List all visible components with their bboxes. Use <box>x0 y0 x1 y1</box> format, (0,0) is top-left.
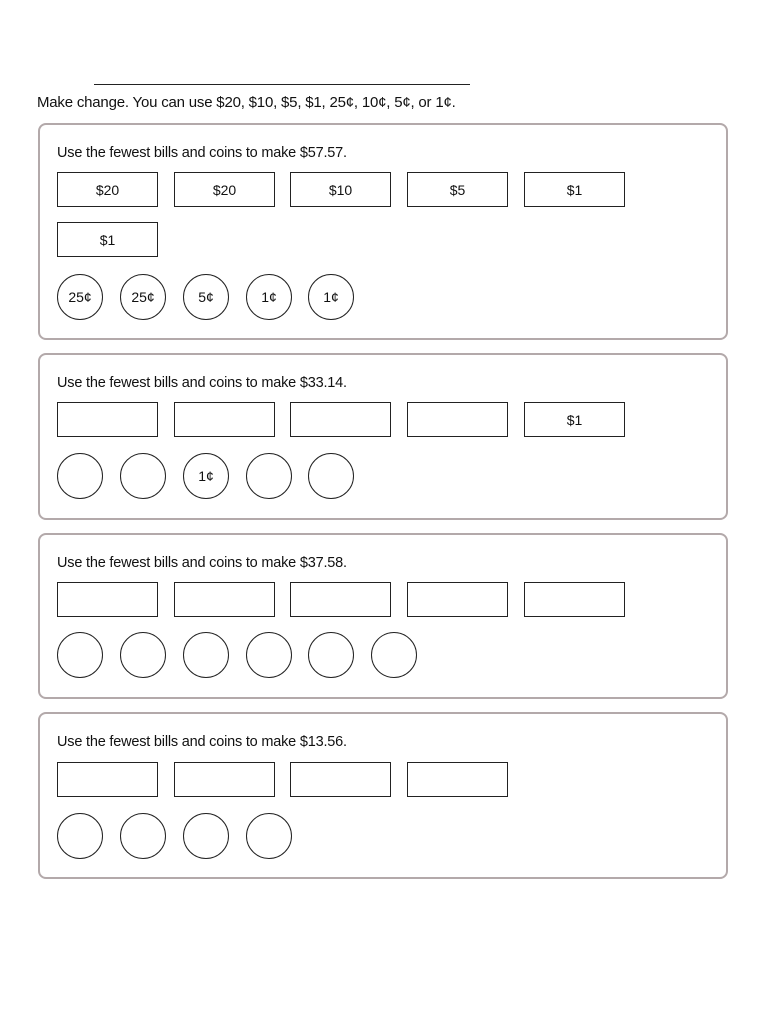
coin-circle[interactable] <box>120 453 166 499</box>
problem-prompt: Use the fewest bills and coins to make $57.57. <box>57 145 347 161</box>
bill-box[interactable] <box>57 762 158 797</box>
bill-box: $1 <box>524 402 625 437</box>
coin-circle: 1¢ <box>246 274 292 320</box>
bill-box[interactable] <box>290 402 391 437</box>
bill-box[interactable] <box>174 402 275 437</box>
bill-box[interactable] <box>57 582 158 617</box>
instructions: Make change. You can use $20, $10, $5, $1, 25¢, 10¢, 5¢, or 1¢. <box>37 94 456 111</box>
bill-box[interactable] <box>174 582 275 617</box>
coin-circle[interactable] <box>246 453 292 499</box>
problem-panel-1 <box>38 123 728 340</box>
problem-panel-3 <box>38 533 728 699</box>
bill-box: $10 <box>290 172 391 207</box>
problem-prompt: Use the fewest bills and coins to make $13.56. <box>57 734 347 750</box>
bill-box[interactable] <box>407 402 508 437</box>
bill-box: $1 <box>524 172 625 207</box>
problem-panel-2 <box>38 353 728 520</box>
problem-prompt: Use the fewest bills and coins to make $33.14. <box>57 375 347 391</box>
coin-circle[interactable] <box>183 632 229 678</box>
name-line <box>94 84 470 85</box>
coin-circle[interactable] <box>246 813 292 859</box>
coin-circle: 25¢ <box>57 274 103 320</box>
coin-circle[interactable] <box>57 453 103 499</box>
coin-circle: 25¢ <box>120 274 166 320</box>
coin-circle: 5¢ <box>183 274 229 320</box>
bill-box[interactable] <box>57 402 158 437</box>
coin-circle[interactable] <box>57 813 103 859</box>
bill-box: $1 <box>57 222 158 257</box>
coin-circle[interactable] <box>120 813 166 859</box>
coin-circle: 1¢ <box>183 453 229 499</box>
bill-box[interactable] <box>174 762 275 797</box>
bill-box[interactable] <box>524 582 625 617</box>
coin-circle: 1¢ <box>308 274 354 320</box>
coin-circle[interactable] <box>308 632 354 678</box>
coin-circle[interactable] <box>371 632 417 678</box>
bill-box: $20 <box>174 172 275 207</box>
coin-circle[interactable] <box>57 632 103 678</box>
bill-box[interactable] <box>290 762 391 797</box>
coin-circle[interactable] <box>120 632 166 678</box>
coin-circle[interactable] <box>308 453 354 499</box>
bill-box: $20 <box>57 172 158 207</box>
bill-box[interactable] <box>290 582 391 617</box>
bill-box[interactable] <box>407 582 508 617</box>
coin-circle[interactable] <box>183 813 229 859</box>
bill-box: $5 <box>407 172 508 207</box>
bill-box[interactable] <box>407 762 508 797</box>
problem-panel-4 <box>38 712 728 879</box>
problem-prompt: Use the fewest bills and coins to make $37.58. <box>57 555 347 571</box>
coin-circle[interactable] <box>246 632 292 678</box>
